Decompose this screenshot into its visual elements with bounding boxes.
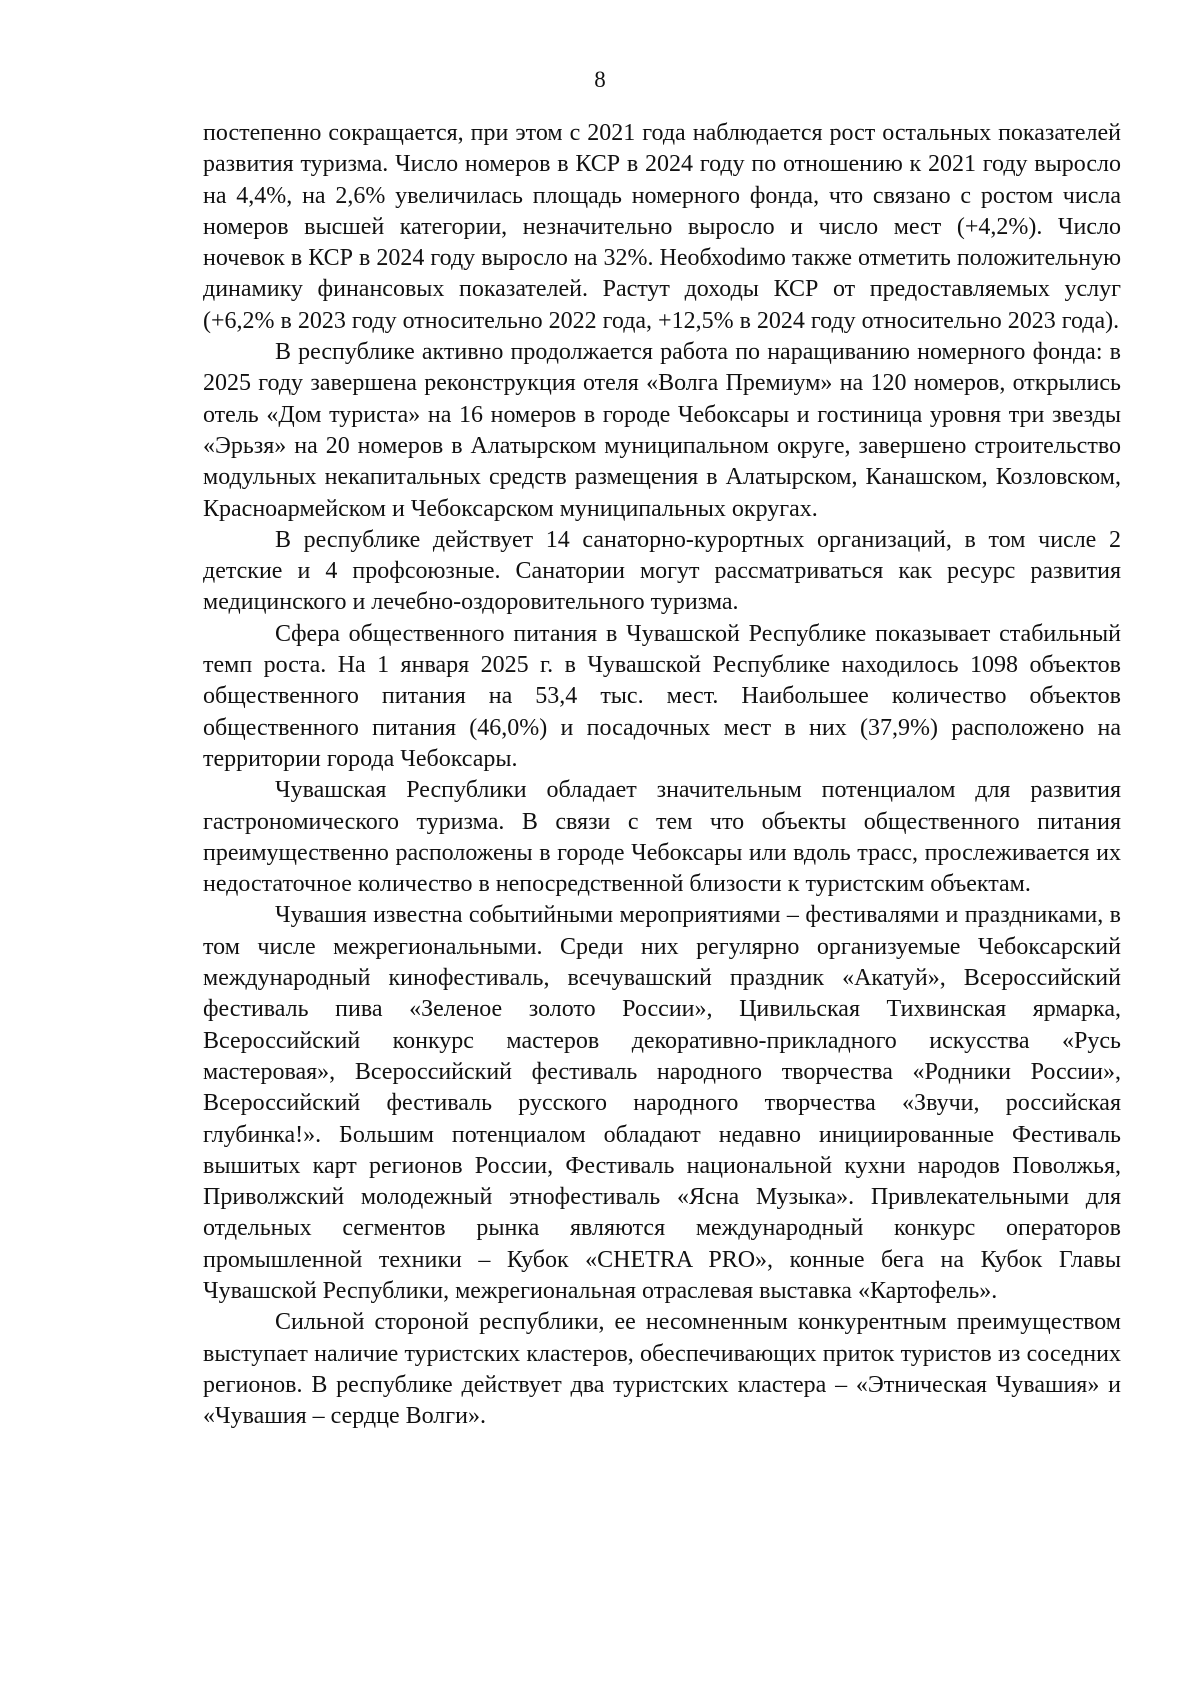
paragraph-7: Сильной стороной республики, ее несомненным конкурентным преимуществом выступает наличие туристских кластеров, обеспечивающих приток туристов из соседних регионов. В республике действует два туристских кластера – «Этническая Чувашия» и «Чувашия – сердце Волги».	[203, 1309, 1121, 1430]
paragraph-1: постепенно сокращается, при этом с 2021 года наблюдается рост остальных показателей развития туризма. Число номеров в КСР в 2024 году по отношению к 2021 году выросло на 4,4%, на 2,6% увеличилась площадь номерного фонда, что связано с ростом числа номеров высшей категории, незначительно выросло и число мест (+4,2%). Число ночевок в КСР в 2024 году выросло на 32%. Необхоdимо также отметить положительную динамику финансовых показателей. Растут доходы КСР от предоставляемых услуг (+6,2% в 2023 году относительно 2022 года, +12,5% в 2024 году относительно 2023 года).	[203, 120, 1121, 334]
paragraph-4: Сфера общественного питания в Чувашской Республике показывает стабильный темп роста. На 1 января 2025 г. в Чувашской Республике находилось 1098 объектов общественного питания на 53,4 тыс. мест. Наибольшее количество объектов общественного питания (46,0%) и посадочных мест в них (37,9%) расположено на территории города Чебоксары.	[203, 620, 1121, 772]
document-body	[203, 118, 1121, 1432]
paragraph-3: В республике действует 14 санаторно-курортных организаций, в том числе 2 детские и 4 профсоюзные. Санатории могут рассматриваться как ресурс развития медицинского и лечебно-оздоровительного туризма.	[203, 526, 1121, 616]
paragraph-6: Чувашия известна событийными мероприятиями – фестивалями и праздниками, в том числе межрегиональными. Среди них регулярно организуемые Чебоксарский международный кинофестиваль, всечувашский праздник «Акатуй», Всероссийский фестиваль пива «Зеленое золото России», Цивильская Тихвинская ярмарка, Всероссийский конкурс мастеров декоративно-прикладного искусства «Русь мастеровая», Всероссийский фестиваль народного творчества «Родники России», Всероссийский фестиваль русского народного творчества «Звучи, российская глубинка!». Большим потенциалом обладают недавно инициированные Фестиваль вышитых карт регионов России, Фестиваль национальной кухни народов Поволжья, Приволжский молодежный этнофестиваль «Ясна Музыка». Привлекательными для отдельных сегментов рынка являются международный конкурс операторов промышленной техники – Кубок «CHETRA PRO», конные бега на Кубок Главы Чувашской Республики, межрегиональная отраслевая выставка «Картофель».	[203, 902, 1121, 1304]
page-number: 8	[594, 67, 606, 92]
paragraph-2: В республике активно продолжается работа по наращиванию номерного фонда: в 2025 году завершена реконструкция отеля «Волга Премиум» на 120 номеров, открылись отель «Дом туриста» на 16 номеров в городе Чебоксары и гостиница уровня три звезды «Эрьзя» на 20 номеров в Алатырском муниципальном округе, завершено строительство модульных некапитальных средств размещения в Алатырском, Канашском, Козловском, Красноармейском и Чебоксарском муниципальных округах.	[203, 339, 1121, 522]
paragraph-5: Чувашская Республики обладает значительным потенциалом для развития гастрономического туризма. В связи с тем что объекты общественного питания преимущественно расположены в городе Чебоксары или вдоль трасс, прослеживается их недостаточное количество в непосредственной близости к туристским объектам.	[203, 777, 1121, 898]
